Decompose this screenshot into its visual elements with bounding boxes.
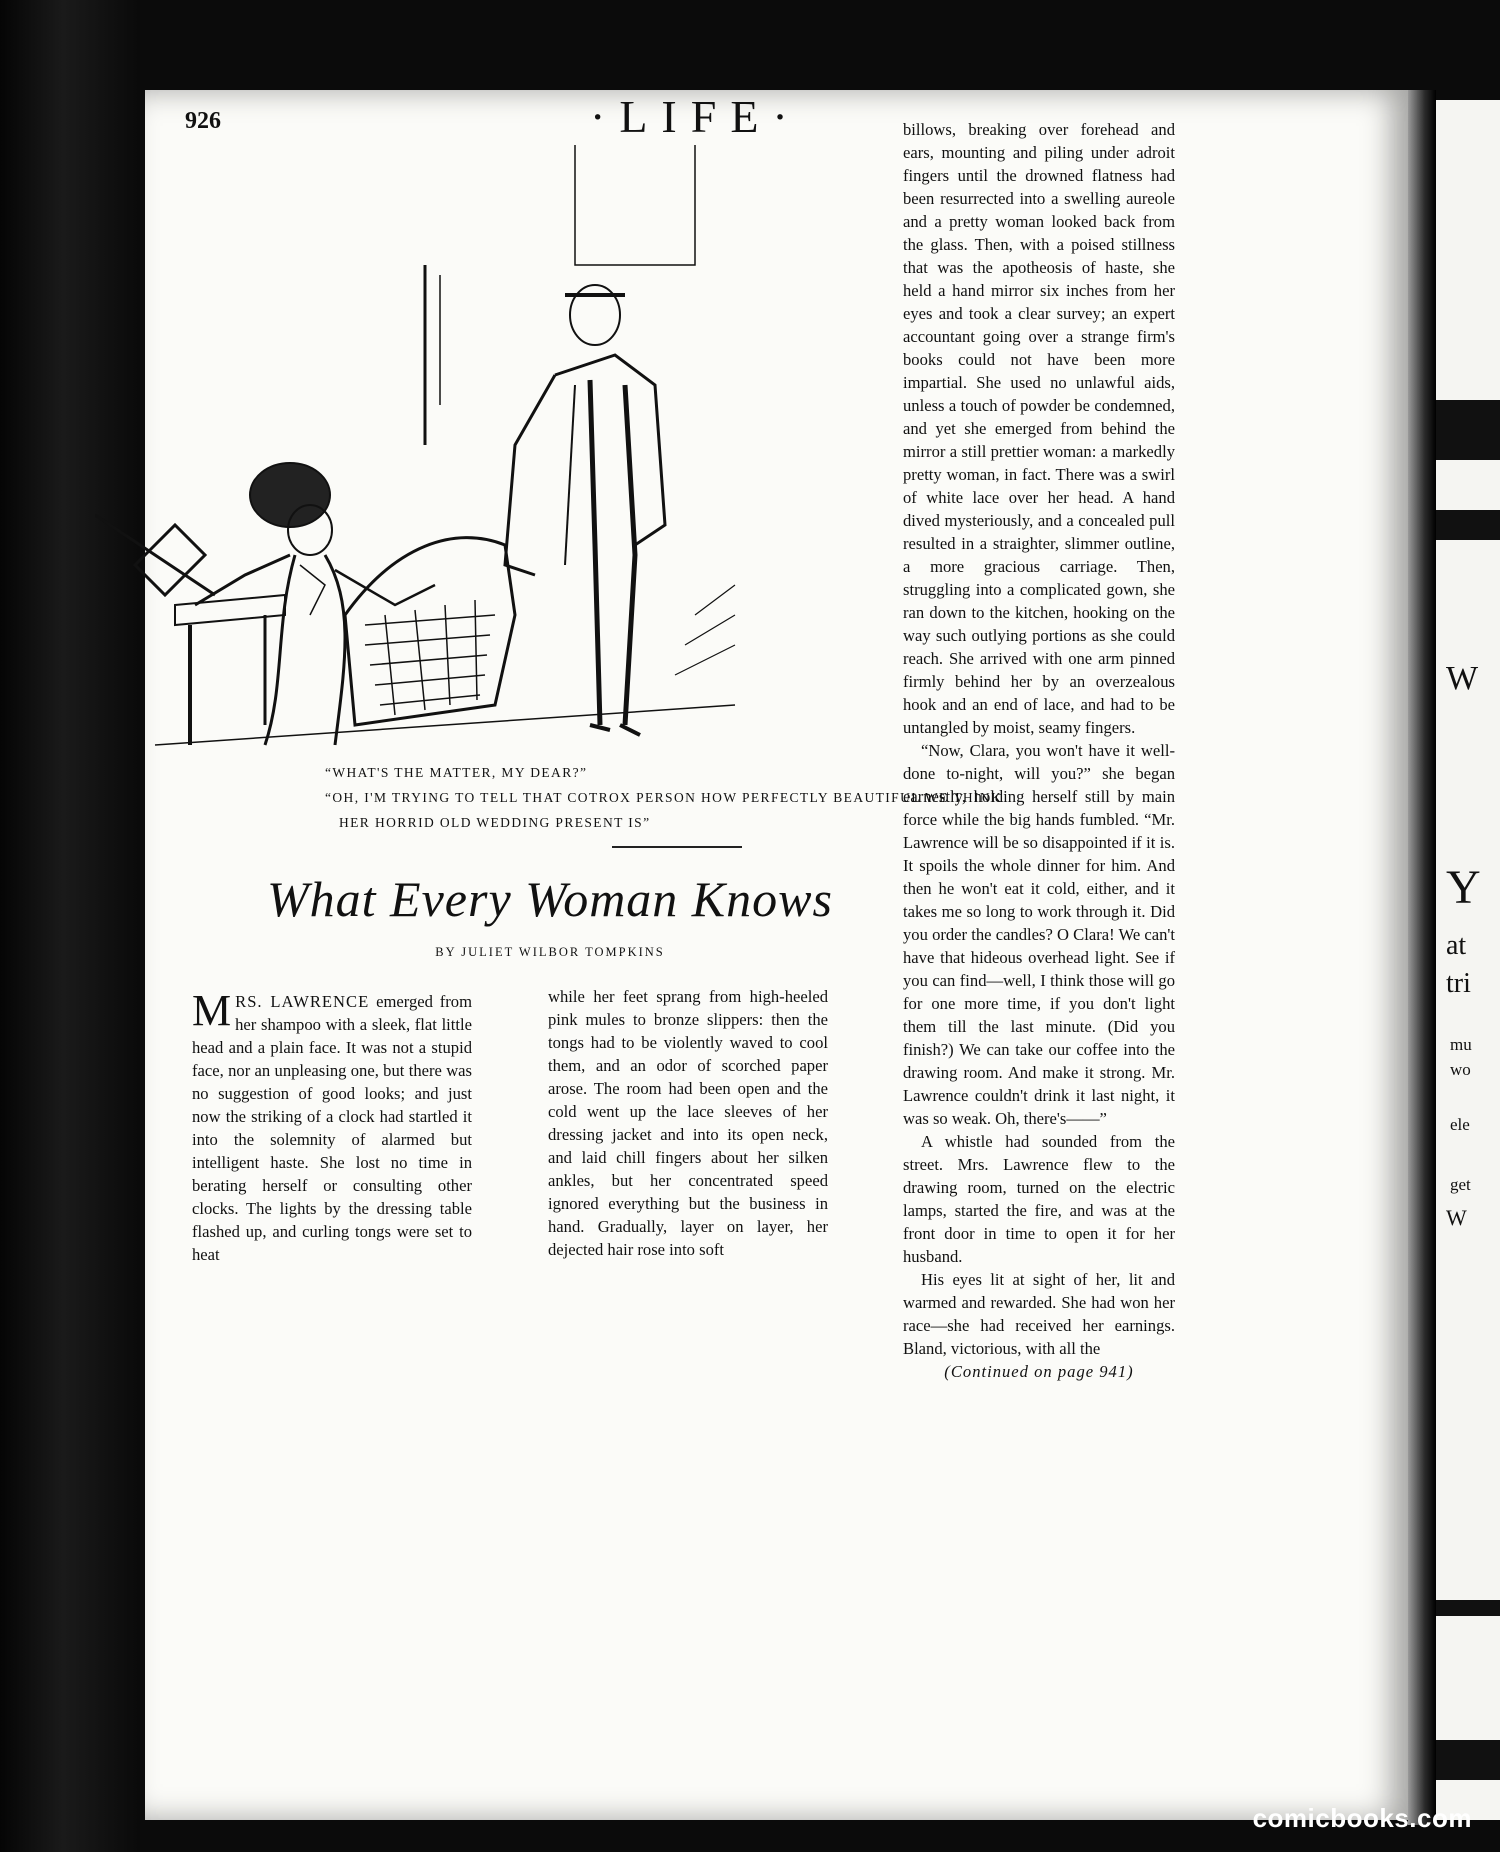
- masthead-title: ·LIFE·: [590, 91, 802, 142]
- facing-page-band: [1436, 510, 1500, 540]
- site-watermark: comicbooks.com: [1252, 1803, 1472, 1833]
- column-2-text: while her feet sprang from high-heeled pink mules to bronze slippers: then the tongs had to be violently waved to cool them, and an odor of scorched paper arose. The room had been open and the cold went up the lace sleeves of her dressing jacket and into its open neck, and laid chill fingers about her silken ankles, but her concentrated speed ignored everything but the business in hand. Gradually, layer on layer, her dejected hair rose into soft: [548, 987, 828, 1259]
- facing-page-band: [1436, 1740, 1500, 1780]
- facing-page-letter: mu: [1450, 1035, 1472, 1054]
- lead-in: RS. LAWRENCE: [235, 992, 370, 1011]
- continued-note: (Continued on page 941): [944, 1362, 1134, 1381]
- caption-line-1: “WHAT'S THE MATTER, MY DEAR?”: [325, 765, 588, 780]
- facing-page-letter: at: [1446, 930, 1467, 961]
- facing-page-edge: [1436, 100, 1500, 1820]
- facing-page-letter: ele: [1450, 1115, 1470, 1134]
- article-title: What Every Woman Knows: [267, 871, 833, 927]
- facing-page-letter: Y: [1446, 861, 1481, 914]
- article-byline: BY JULIET WILBOR TOMPKINS: [435, 945, 665, 959]
- article-column-1: [192, 986, 472, 1266]
- facing-page-letter: get: [1450, 1175, 1471, 1194]
- column-3-paragraph: billows, breaking over forehead and ears, mounting and piling under adroit fingers until the drowned flatness had been resurrected into a swelling aureole and a pretty woman looked back from the glass. Then, with a poised stillness that was the apotheosis of haste, she held a hand mirror six inches from her eyes and took a clear survey; an expert accountant going over a strange firm's books could not have been more impartial. She used no unlawful aids, unless a touch of powder be condemned, and yet she emerged from behind the mirror a still prettier woman: a markedly pretty woman, in fact. There was a swirl of white lace over her head. A hand dived mysteriously, and a concealed pull resulted in a straighter, slimmer outline, a more gracious carriage. Then, struggling into a complicated gown, she ran down to the kitchen, hooking on the way such outlying portions as she could reach. She arrived with one arm pinned firmly behind her by an overzealous hook and an end of lace, and had to be untangled by moist, seamy fingers.: [903, 120, 1175, 737]
- book-gutter: [1408, 90, 1436, 1825]
- article-column-3: [903, 118, 1175, 1383]
- illustration: [95, 145, 745, 755]
- facing-page-letter: W: [1446, 1205, 1467, 1230]
- column-1-text: emerged from her shampoo with a sleek, flat little head and a plain face. It was not a stupid face, nor an unpleasing one, but there was no suggestion of good looks; and just now the striking of a clock had startled it into the solemnity of alarmed but intelligent haste. She lost no time in berating herself or consulting other clocks. The lights by the dressing table flashed up, and curling tongs were set to heat: [192, 992, 472, 1264]
- column-3-paragraph: “Now, Clara, you won't have it well-done to-night, will you?” she began earnestly, holding herself still by main force while the big hands fumbled. “Mr. Lawrence will be so disappointed if it is. It spoils the whole dinner for him. And then he won't eat it cold, either, and it takes me so long to work through it. Did you order the candles? O Clara! We can't have that hideous overhead light. See if you can find—well, I think those will go for one more time, if you don't light them till the last minute. (Did you finish?) We can take our coffee into the drawing room. And make it strong. Mr. Lawrence couldn't drink it last night, it was so weak. Oh, there's——”: [903, 741, 1175, 1128]
- facing-page-letter: wo: [1450, 1060, 1471, 1079]
- facing-page-letter: W: [1446, 660, 1479, 697]
- article-column-2: [548, 985, 828, 1261]
- facing-page-letter: tri: [1446, 968, 1471, 999]
- facing-page-band: [1436, 400, 1500, 460]
- column-3-paragraph: A whistle had sounded from the street. Mrs. Lawrence flew to the drawing room, turned on the electric lamps, started the fire, and was at the front door in time to open it for her husband.: [903, 1132, 1175, 1266]
- page-number: 926: [185, 108, 221, 134]
- caption-line-2: “OH, I'M TRYING TO TELL THAT COTROX PERSON HOW PERFECTLY BEAUTIFUL WE THINK HER HORRID OLD WEDDING PRESENT IS”: [325, 790, 1003, 830]
- column-3-paragraph: His eyes lit at sight of her, lit and warmed and rewarded. She had won her race—she had received her earnings. Bland, victorious, with all the: [903, 1270, 1175, 1358]
- drop-cap: M: [192, 986, 232, 1035]
- facing-page-band: [1436, 1600, 1500, 1616]
- section-divider: [612, 846, 742, 848]
